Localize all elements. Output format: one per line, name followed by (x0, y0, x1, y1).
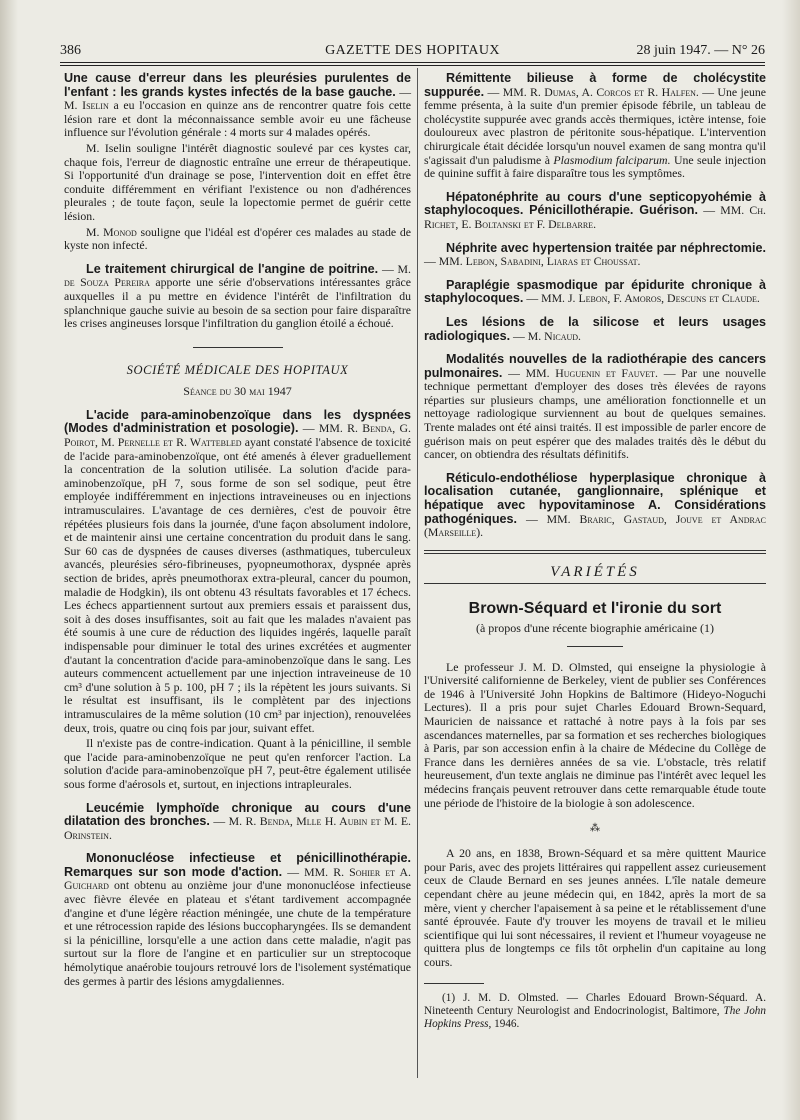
left-column (64, 72, 411, 998)
feature-paragraph: A 20 ans, en 1838, Brown-Séquard et sa mère quittent Maurice pour Paris, avec des projets littéraires qui rappellent assez curieusement ceux de Claude Bernard en ses jeunes années. L'île natale demeure cependant chère au jeune médecin qui, en 1842, après la mort de sa mère, vient y chercher l'apaisement à sa peine et le rétablissement d'une santé éprouvée. Faute d'y trouver les moyens de travail et le milieu scientifique qui lui sont nécessaires, il revient et l'humeur voyageuse ne quittera plus de longtemps ce fils tôt orphelin d'un capitaine au long cours. (424, 846, 766, 969)
article-title: Leucémie lymphoïde chronique au cours d'une dilatation des bronches. (64, 800, 411, 829)
page-edge-left (0, 0, 18, 1120)
article-author: M. R. Benda, Mlle H. Aubin et M. E. Orinstein. (64, 814, 411, 842)
article-reticulo: Réticulo-endothéliose hyperplasique chronique à localisation cutanée, ganglionnaire, splénique et hépatique avec hypovitaminose A. Considérations pathogéniques. — MM. Braric, Gastaud, Jouve et Andrac (Marseille). (424, 470, 766, 540)
article-remittente: Rémittente bilieuse à forme de cholécystite suppurée. — MM. R. Dumas, A. Corcos et R. Halfen. — Une jeune femme présenta, à la suite d'un premier épisode fébrile, un tableau de cholécystite suppurée avec grands accès thermiques, ictère intense, foie douloureux avec plastron de péritonite sous-hépatique. L'intervention chirurgicale était décidée lorsqu'un nouvel examen de sang montra qu'il s'agissait d'un paludisme à Plasmodium falciparum. Une seule injection de quinine suffit à faire disparaître tous les symptômes. (424, 71, 767, 181)
article-author: MM. R. Dumas, A. Corcos et R. Halfen. (502, 84, 699, 99)
article-text: apporte une série d'observations intéressantes grâce auxquelles il a pu mettre en évidence l'intérêt de l'infiltration du splanchnique gauche suivie au besoin de sa section pour faire disparaître les crises angineuses lorsque l'infiltration du ganglion étoilé a échoué. (64, 275, 411, 331)
section-double-rule (424, 550, 766, 554)
article-author: M. Monod (86, 224, 137, 239)
article-radiotherapie: Modalités nouvelles de la radiothérapie des cancers pulmonaires. — MM. Huguenin et Fauvet. — Par une nouvelle technique permettant d'employer des doses très élevées de rayons réparties sur plusieurs champs, une amélioration fonctionnelle et un nettoyage radiologique surviennent au bout de quelques semaines. Trente malades ont été ainsi traités. Il est impossible de parler encore de guérison mais on peut espérer que des malades traités dès le début du cancer, on obtiendra des résultats définitifs. (424, 352, 767, 462)
journal-title: GAZETTE DES HOPITAUX (325, 43, 500, 58)
article-text: ont obtenu au onzième jour d'une mononucléose infectieuse avec fièvre élevée en plateau et s'étant tardivement accompagnée d'angine et d'une légère réaction méningée, une chute de la température et une rétrocession rapide des lésions buccopharyngées. Ils se demandent si la pénicilline, lorsqu'elle a une action dans cette maladie, n'agit pas surtout sur la flore de l'angine et en particulier sur un streptocoque hémolytique anaérobie toujours retrouvé lors de l'isolement systématique des germes à partir des lésions amygdaliennes. (64, 878, 411, 988)
article-title: Mononucléose infectieuse et pénicillinothérapie. Remarques sur son mode d'action. (64, 851, 411, 879)
footnote (424, 992, 766, 1031)
article-text: Une jeune femme présenta, à la suite d'un premier épisode fébrile, un tableau de cholécystite suppurée avec grands accès thermiques, ictère intense, foie douloureux avec plastron de péritonite sous-hépatique. L'intervention chirurgicale était décidée lorsqu'un nouvel examen de sang montra qu'il s'agissait d'un paludisme à (424, 84, 766, 167)
article-text: souligne que l'idéal est d'opérer ces malades au stade de kyste non infecté. (64, 224, 411, 253)
article-iselin: Une cause d'erreur dans les pleurésies purulentes de l'enfant : les grands kystes infectés de la base gauche. — M. Iselin a eu l'occasion en quinze ans de rencontrer quatre fois cette lésion rare et dont la méconnaissance semble avoir eu une fâcheuse influence sur l'évolution générale : 4 morts sur 4 malades opérés. M. Iselin souligne l'intérêt diagnostic soulevé par ces kystes car, chaque fois, l'erreur de diagnostic entraîne une erreur de thérapeutique. Si l'opportunité d'un drainage se pose, l'intervention doit en effet être conduite différemment en vérifiant l'existence ou non d'adhérences pleurales ; de toute façon, seule la lopectomie permet de guérir cette lésion. M. Monod souligne que l'idéal est d'opérer ces malades au stade de kyste non infecté. (64, 71, 411, 253)
page-header (60, 40, 765, 63)
article-paragraph: Il n'existe pas de contre-indication. Quant à la pénicilline, il semble que l'acide para-aminobenzoïque ne peut qu'en renforcer l'action. La solution d'acide para-aminobenzoïque pH 7, peut-être également utilisée sous forme d'aérosols et, surtout, en injections intrapleurales. (64, 736, 411, 791)
article-author: MM. Lebon, Sabadini, Liaras et Choussat. (438, 254, 641, 269)
article-text: a eu l'occasion en quinze ans de rencontrer quatre fois cette lésion rare et dont la méconnaissance semble avoir eu une fâcheuse influence sur l'évolution générale : 4 morts sur 4 malades opérés. (64, 98, 411, 140)
article-angine: Le traitement chirurgical de l'angine de poitrine. — M. de Souza Pereira apporte une série d'observations intéressantes grâce auxquelles il a pu mettre en évidence l'intérêt de l'infiltration du splanchnique gauche suivie au besoin de sa section pour faire disparaître les crises angineuses lorsque l'infiltration du ganglion étoilé a échoué. (64, 261, 411, 331)
article-title: L'acide para-aminobenzoïque dans les dyspnées (Modes d'administration et posologie). (64, 407, 411, 436)
article-paragraph: M. Iselin souligne l'intérêt diagnostic soulevé par ces kystes car, chaque fois, l'erreur de diagnostic entraîne une erreur de thérapeutique. Si l'opportunité d'un drainage se pose, l'intervention doit en effet être conduite différemment en vérifiant l'existence ou non d'adhérences pleurales ; de toute façon, seule la lopectomie permet de guérir cette lésion. (64, 140, 411, 223)
article-author: MM. R. Benda, G. Poirot, M. Pernelle et R. Wattebled (64, 421, 412, 450)
article-author: MM. Braric, Gastaud, Jouve et Andrac (Marseille). (424, 511, 766, 540)
article-title: Rémittente bilieuse à forme de cholécystite suppurée. (424, 71, 766, 99)
article-silicose: Les lésions de la silicose et leurs usages radiologiques. — M. Nicaud. (424, 314, 766, 343)
session-date: Séance du 30 mai 1947 (183, 384, 292, 399)
article-author: MM. R. Sohier et A. Guichard (64, 864, 411, 893)
column-divider (417, 68, 418, 1078)
article-hepatonephrite: Hépatonéphrite au cours d'une septicopyohémie à staphylocoques. Pénicillothérapie. Guérison. — MM. Ch. Richet, E. Boltanski et F. Delbarre. (424, 189, 766, 231)
article-title: Les lésions de la silicose et leurs usages radiologiques. (424, 314, 766, 343)
feature-body (424, 661, 766, 970)
article-text: Une seule injection de quinine suffit à faire disparaître tous les symptômes. (424, 152, 767, 181)
article-acide: L'acide para-aminobenzoïque dans les dyspnées (Modes d'administration et posologie). — MM. R. Benda, G. Poirot, M. Pernelle et R. Wattebled ayant constaté l'absence de toxicité de l'acide para-aminobenzoïque, ont été amenés à élever graduellement la concentration de la solution utilisée. La solution d'acide para-aminobenzoïque, pH 7, sous forme de son sel sodique, peut être employée indifféremment en injections intraveineuses ou en injections intramusculaires. L'avantage de ces dernières, c'est de pouvoir être répétées plusieurs fois dans la journée, d'une façon absolument indolore, et de maintenir ainsi une certaine concentration du produit dans le sang. Sur 60 cas de dyspnées de causes diverses (asthmatiques, tuberculeux avancés, pleurésies séro-fibrineuses, pyopneumothorax, dyspnée après section de brides, après pneumothorax extra-pleural, cancer du poumon, maladie de Hodgkin), ils ont obtenu 43 résultats favorables et 17 échecs. Les échecs appartiennent surtout aux premiers essais et paraissent dus, soit à des doses insuffisantes, soit au fait que les malades n'avaient pas été soumis à une cure de réduction des liquides ingérés, laquelle paraît indispensable pour diminuer le total des urines excrétées et augmenter d'autant la concentration d'acide para-aminobenzoïque dans le sang. Les auteurs commencent actuellement par une injection intraveineuse de 10 cm³ d'une solution à 5 p. 100, pH 7 ; ils la répètent les jours suivants. Si le résultat est insuffisant, ils le complètent par des injections intramusculaires de la même solution (10 cm³ par injection), renouvelées deux, trois, quatre ou cinq fois par jour, suivant effet. Il n'existe pas de contre-indication. Quant à la pénicilline, il semble que l'acide para-aminobenzoïque ne peut qu'en renforcer l'action. La solution d'acide para-aminobenzoïque pH 7, peut-être également utilisée sous forme d'aérosols et, surtout, en injections intrapleurales. (64, 407, 412, 791)
article-title: Hépatonéphrite au cours d'une septicopyohémie à staphylocoques. Pénicillothérapie. Guérison. (424, 189, 766, 218)
article-author: MM. Ch. Richet, E. Boltanski et F. Delbarre. (424, 203, 766, 231)
article-italic: Plasmodium falciparum. (553, 152, 671, 167)
article-author: M. de Souza Pereira (64, 261, 411, 290)
article-leucemie: Leucémie lymphoïde chronique au cours d'une dilatation des bronches. — M. R. Benda, Mlle H. Aubin et M. E. Orinstein. (64, 800, 411, 842)
page-edge-right (782, 0, 800, 1120)
article-title: Une cause d'erreur dans les pleurésies purulentes de l'enfant : les grands kystes infectés de la base gauche. (64, 71, 411, 99)
article-title: Réticulo-endothéliose hyperplasique chronique à localisation cutanée, ganglionnaire, splénique et hépatique avec hypovitaminose A. Considérations pathogéniques. (424, 470, 766, 526)
section-rule (193, 347, 283, 348)
article-title: Paraplégie spasmodique par épidurite chronique à staphylocoques. (424, 277, 766, 306)
feature-rule (567, 646, 623, 647)
feature-title: Brown-Séquard et l'ironie du sort (468, 600, 722, 618)
article-paraplegie: Paraplégie spasmodique par épidurite chronique à staphylocoques. — MM. J. Lebon, F. Amoros, Descuns et Claude. (424, 277, 766, 306)
page-number: 386 (60, 43, 81, 58)
article-title: Néphrite avec hypertension traitée par néphrectomie. (446, 240, 766, 255)
article-title: Le traitement chirurgical de l'angine de poitrine. (86, 261, 379, 276)
feature-subtitle: (à propos d'une récente biographie américaine (1) (475, 621, 715, 635)
asterism-ornament: ⁂ (590, 823, 600, 835)
feature-paragraph: Le professeur J. M. D. Olmsted, qui enseigne la physiologie à l'Université californienne de Berkeley, vient de publier ses Conférences de 1946 à l'Université John Hopkins de Baltimore (Hideyo-Noguchi Lectures). Il a pris pour sujet Charles Edouard Brown-Sequard, Mauricien de naissance et rattaché à notre pays à la fois par ses ascendances maternelles, par sa formation et ses recherches biologiques à Paris, par son accession enfin à la chaire de Médecine du Collège de France dans les dernières années de sa vie. L'obstacle, très relatif heureusement, d'un texte anglais ne diminue pas l'intérêt avec lequel les médecins français peuvent retrouver dans cette remarquable étude toute une période de l'histoire de la biologie à son adolescence. (424, 659, 766, 810)
right-column (424, 72, 766, 1031)
article-text: ayant constaté l'absence de toxicité de l'acide para-aminobenzoïque, ont été amenés à élever graduellement la concentration de la solution utilisée. La solution d'acide para-aminobenzoïque, pH 7, sous forme de son sel sodique, peut être employée indifféremment en injections intraveineuses ou en injections intramusculaires. L'avantage de ces dernières, c'est de pouvoir être répétées plusieurs fois dans la journée, d'une façon absolument indolore, et de maintenir ainsi une certaine concentration du produit dans le sang. Sur 60 cas de dyspnées de causes diverses (asthmatiques, tuberculeux avancés, pleurésies séro-fibrineuses, pyopneumothorax, dyspnée après section de brides, après pneumothorax extra-pleural, cancer du poumon, maladie de Hodgkin), ils ont obtenu 43 résultats favorables et 17 échecs. Les échecs appartiennent surtout aux premiers essais et paraissent dus, soit à des doses insuffisantes, soit au fait que les malades n'avaient pas été soumis à une cure de réduction des liquides ingérés, laquelle paraît indispensable pour diminuer le total des urines excrétées et augmenter d'autant la concentration d'acide para-aminobenzoïque dans le sang. Les auteurs commencent actuellement par une injection intraveineuse de 10 cm³ d'une solution à 5 p. 100, pH 7 ; ils la répètent les jours suivants. Si le résultat est insuffisant, ils le complètent par des injections intramusculaires de la même solution (10 cm³ par injection), renouvelées deux, trois, quatre ou cinq fois par jour, suivant effet. (64, 435, 411, 735)
article-mononucleose: Mononucléose infectieuse et pénicillinothérapie. Remarques sur son mode d'action. — MM. R. Sohier et A. Guichard ont obtenu au onzième jour d'une mononucléose infectieuse avec fièvre élevée en plateau et s'étant tardivement accompagnée d'angine et d'une légère réaction méningée, une chute de la température et une rétrocession rapide des lésions buccopharyngées. Ils se demandent si la pénicilline, lorsqu'elle a une action dans cette maladie, n'agit pas surtout sur la flore de l'angine et en particulier sur un streptocoque hémolytique anaérobie toujours retrouvé lors de l'isolement systématique des germes à partir des lésions amygdaliennes. (64, 851, 411, 988)
footnote-text: (1) J. M. D. Olmsted. — Charles Edouard Brown-Séquard. A. Nineteenth Century Neurologist and Endocrinologist, Baltimore, (424, 992, 766, 1018)
varietes-heading: VARIÉTÉS (550, 563, 640, 580)
article-author: M. Iselin (64, 98, 109, 113)
footnote-rule (424, 983, 484, 984)
issue-date: 28 juin 1947. — N° 26 (636, 43, 765, 58)
section-heading: SOCIÉTÉ MÉDICALE DES HOPITAUX (126, 362, 349, 377)
article-title: Modalités nouvelles de la radiothérapie des cancers pulmonaires. (424, 352, 766, 380)
footnote-publisher: The John Hopkins Press, (424, 1005, 766, 1031)
article-author: MM. Huguenin et Fauvet. (525, 365, 658, 380)
varietes-rule (424, 583, 766, 584)
article-author: M. Nicaud. (527, 328, 581, 343)
article-author: MM. J. Lebon, F. Amoros, Descuns et Claude. (541, 291, 760, 306)
article-text: Par une nouvelle technique permettant d'employer des doses très élevées de rayons réparties sur plusieurs champs, une amélioration fonctionnelle et un nettoyage radiologique surviennent au bout de quelques semaines. Trente malades ont été ainsi traités. Il est impossible de parler encore de guérison mais on peut espérer que des malades traités dès le début du cancer, on obtiendra des résultats définitifs. (424, 365, 767, 462)
footnote-year: 1946. (494, 1018, 520, 1031)
article-nephrite: Néphrite avec hypertension traitée par néphrectomie. — MM. Lebon, Sabadini, Liaras et Choussat. (424, 240, 766, 269)
